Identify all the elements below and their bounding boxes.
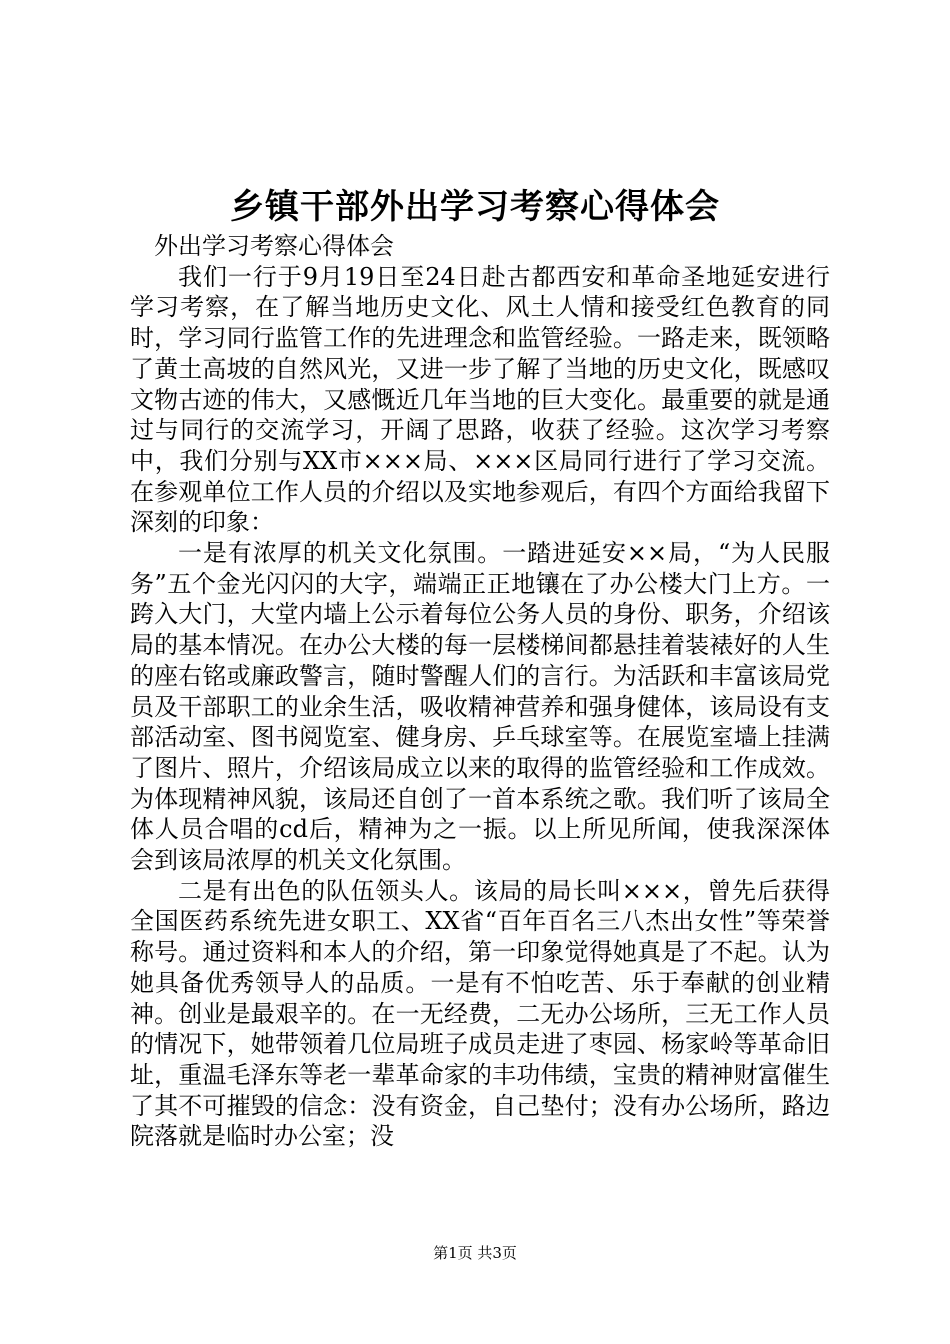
paragraph-point-two: 二是有出色的队伍领头人。该局的局长叫×××，曾先后获得全国医药系统先进女职工、XX省“百年百名三八杰出女性”等荣誉称号。通过资料和本人的介绍，第一印象觉得她真是了不起。认为她具备优秀领导人的品质。一是有不怕吃苦、乐于奉献的创业精神。创业是最艰辛的。在一无经费，二无办公场所，三无工作人员的情况下，她带领着几位局班子成员走进了枣园、杨家岭等革命旧址，重温毛泽东等老一辈革命家的丰功伟绩，宝贵的精神财富催生了其不可摧毁的信念：没有资金，自己垫付；没有办公场所，路边院落就是临时办公室；没 — [130, 876, 830, 1151]
page-footer: 第1页 共3页 — [433, 1244, 517, 1262]
document-subtitle: 外出学习考察心得体会 — [154, 232, 394, 260]
paragraph-intro: 我们一行于9月19日至24日赴古都西安和革命圣地延安进行学习考察，在了解当地历史文化、风土人情和接受红色教育的同时，学习同行监管工作的先进理念和监管经验。一路走来，既领略了黄土高坡的自然风光，又进一步了解了当地的历史文化，既感叹文物古迹的伟大，又感慨近几年当地的巨大变化。最重要的就是通过与同行的交流学习，开阔了思路，收获了经验。这次学习考察中，我们分别与XX市×××局、×××区局同行进行了学习交流。在参观单位工作人员的介绍以及实地参观后，有四个方面给我留下深刻的印象： — [130, 262, 830, 537]
paragraph-point-one: 一是有浓厚的机关文化氛围。一踏进延安××局，“为人民服务”五个金光闪闪的大字，端端正正地镶在了办公楼大门上方。一跨入大门，大堂内墙上公示着每位公务人员的身份、职务，介绍该局的基本情况。在办公大楼的每一层楼梯间都悬挂着装裱好的人生的座右铭或廉政警言，随时警醒人们的言行。为活跃和丰富该局党员及干部职工的业余生活，吸收精神营养和强身健体，该局设有支部活动室、图书阅览室、健身房、乒乓球室等。在展览室墙上挂满了图片、照片，介绍该局成立以来的取得的监管经验和工作成效。为体现精神风貌，该局还自创了一首本系统之歌。我们听了该局全体人员合唱的cd后，精神为之一振。以上所见所闻，使我深深体会到该局浓厚的机关文化氛围。 — [130, 539, 830, 875]
document-body — [130, 231, 830, 1152]
document-title: 乡镇干部外出学习考察心得体会 — [230, 187, 720, 227]
